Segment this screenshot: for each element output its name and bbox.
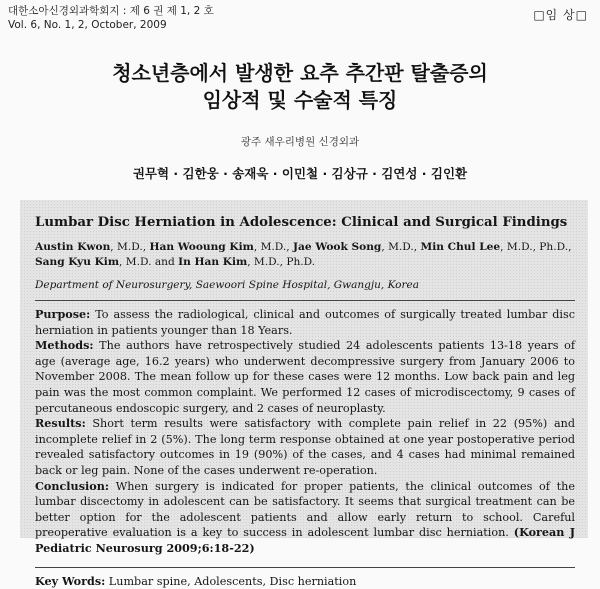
author-degree: , M.D.,: [110, 241, 149, 253]
author-degree: , M.D., Ph.D.,: [500, 241, 571, 253]
keywords: [35, 567, 575, 589]
keywords-text: Lumbar spine, Adolescents, Disc herniation: [105, 575, 356, 588]
section-text: The authors have retrospectively studied 24 adolescents patients 13-18 years of age (average age, 16.2 years) who underwent decompressive surgery from January 2006 to November 2008. The mean follow up for these cases were 12 months. Low back pain and leg pain was the most common complaint. We performed 12 cases of microdiscectomy, 9 cases of percutaneous endoscopic surgery, and 2 cases of neuroplasty.: [35, 339, 575, 414]
title-line-1: 청소년층에서 발생한 요추 추간판 탈출증의: [0, 60, 600, 87]
author-degree: , M.D.,: [254, 241, 293, 253]
authors-ko: 권무혁 · 김한웅 · 송재욱 · 이민철 · 김상규 · 김연성 · 김인환: [0, 164, 600, 182]
abstract-title: Lumbar Disc Herniation in Adolescence: Clinical and Surgical Findings: [35, 214, 575, 232]
abstract-department: Department of Neurosurgery, Saewoori Spine Hospital, Gwangju, Korea: [35, 278, 575, 292]
journal-header-en: Vol. 6, No. 1, 2, October, 2009: [8, 18, 214, 32]
section-label: Methods:: [35, 338, 94, 352]
journal-header-ko: 대한소아신경외과학회지 : 제 6 권 제 1, 2 호: [8, 4, 214, 18]
author-name: Min Chul Lee: [421, 241, 501, 253]
page-title: [0, 60, 600, 114]
section-label: □임 상□: [533, 6, 588, 23]
affiliation-ko: 광주 새우리병원 신경외과: [0, 134, 600, 149]
keywords-label: Key Words:: [35, 574, 105, 588]
abstract-methods: [35, 338, 575, 416]
author-name: Sang Kyu Kim: [35, 256, 119, 268]
citation: (Korean J Pediatric Neurosurg 2009;6:18-22): [35, 525, 575, 555]
section-text: To assess the radiological, clinical and outcomes of surgically treated lumbar disc herniation in patients younger than 18 Years.: [35, 308, 575, 337]
abstract-purpose: [35, 307, 575, 338]
section-label: Conclusion:: [35, 479, 109, 493]
section-text: Short term results were satisfactory with complete pain relief in 22 (95%) and incomplete relief in 2 (5%). The long term response obtained at one year postoperative period revealed satisfactory outcomes in 19 (90%) of the cases, and 4 cases had minimal remained back or leg pain. None of the cases underwent re-operation.: [35, 417, 575, 477]
author-degree: , M.D., Ph.D.: [247, 256, 315, 268]
section-label: Results:: [35, 416, 86, 430]
author-name: Austin Kwon: [35, 241, 110, 253]
author-degree: , M.D.,: [381, 241, 420, 253]
section-label: Purpose:: [35, 307, 90, 321]
abstract-content: [35, 214, 575, 589]
author-name: Jae Wook Song: [293, 241, 381, 253]
divider: [35, 300, 575, 301]
author-name: Han Wooung Kim: [149, 241, 253, 253]
title-line-2: 임상적 및 수술적 특징: [0, 87, 600, 114]
abstract-authors: [35, 240, 575, 270]
section-text: When surgery is indicated for proper patients, the clinical outcomes of the lumbar discectomy in adolescent can be satisfactory. It seems that surgical treatment can be better option for the adolescent patients and allow early return to school. Careful preoperative evaluation is a key to success in adolescent lumbar disc herniation.: [35, 480, 575, 540]
journal-header: [8, 4, 214, 32]
abstract-results: [35, 416, 575, 478]
author-degree: , M.D. and: [119, 256, 178, 268]
author-name: In Han Kim: [178, 256, 247, 268]
abstract-box: [20, 200, 588, 538]
